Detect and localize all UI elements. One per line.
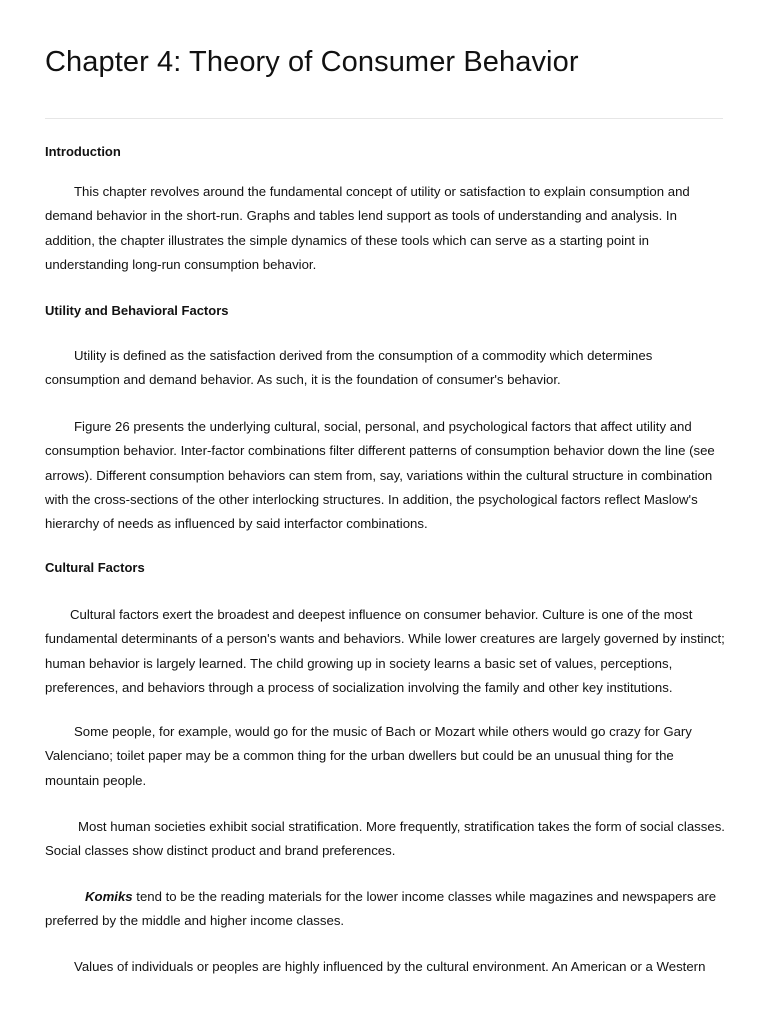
- paragraph-figure-26: Figure 26 presents the underlying cultural, social, personal, and psychological factors that affect utility and consumption behavior. Inter-factor combinations filter different patterns of consumption behavior down the line (see arrows). Different consumption behaviors can stem from, say, variations within the cultural structure in combination with the cross-sections of the other interlocking structures. In addition, the psychological factors reflect Maslow's hierarchy of needs as influenced by said interfactor combinations.: [45, 419, 715, 532]
- paragraph-introduction: This chapter revolves around the fundamental concept of utility or satisfaction to explain consumption and demand behavior in the short-run. Graphs and tables lend support as tools of understanding and analysis. In addition, the chapter illustrates the simple dynamics of these tools which can serve as a starting point in understanding long-run consumption behavior.: [45, 184, 690, 272]
- komiks-keyword: Komiks: [85, 889, 133, 904]
- heading-utility: Utility and Behavioral Factors: [45, 303, 229, 318]
- komiks-text: tend to be the reading materials for the lower income classes while magazines and newspapers are preferred by the middle and higher income classes.: [45, 889, 717, 929]
- title-divider: [45, 118, 723, 119]
- paragraph-cultural-factors: Cultural factors exert the broadest and deepest influence on consumer behavior. Culture is one of the most fundamental determinants of a person's wants and behaviors. While lower creatures are largely governed by instinct; human behavior is largely learned. The child growing up in society learns a basic set of values, perceptions, preferences, and behaviors through a process of socialization involving the family and other key institutions.: [45, 607, 725, 695]
- paragraph-komiks: [45, 885, 725, 934]
- paragraph-values: Values of individuals or peoples are highly influenced by the cultural environment. An American or a Western: [74, 959, 706, 974]
- paragraph-utility-definition: Utility is defined as the satisfaction derived from the consumption of a commodity which determines consumption and demand behavior. As such, it is the foundation of consumer's behavior.: [45, 348, 653, 388]
- heading-introduction: Introduction: [45, 144, 121, 159]
- page-title: Chapter 4: Theory of Consumer Behavior: [45, 46, 579, 78]
- heading-cultural: Cultural Factors: [45, 560, 145, 575]
- paragraph-social-stratification: Most human societies exhibit social stratification. More frequently, stratification takes the form of social classes. Social classes show distinct product and brand preferences.: [45, 819, 725, 859]
- paragraph-music-example: Some people, for example, would go for the music of Bach or Mozart while others would go crazy for Gary Valenciano; toilet paper may be a common thing for the urban dwellers but could be an unusual thing for the mountain people.: [45, 724, 692, 788]
